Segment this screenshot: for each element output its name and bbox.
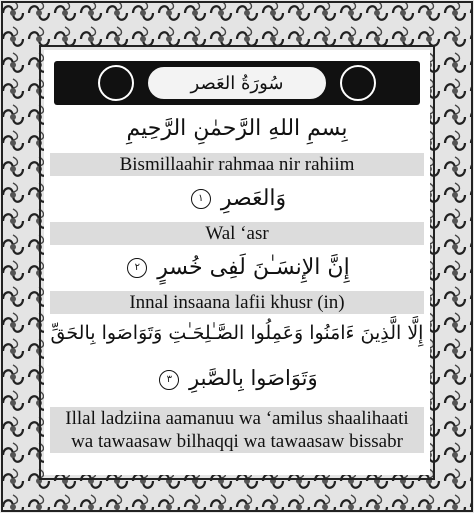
surah-title: سُورَةُ العَصر	[146, 65, 328, 101]
verse-2-translit: Innal insaana lafii khusr (in)	[50, 291, 424, 314]
right-ornament-icon	[340, 65, 376, 101]
verse-1-arabic	[44, 186, 430, 211]
left-ornament-icon	[98, 65, 134, 101]
verse-3-arabic-line1: إِلَّا الَّذِينَ ءَامَنُوا وَعَمِلُوا الصَّـٰلِحَـٰتِ وَتَوَاصَوا بِالحَقِّ	[50, 322, 424, 344]
verse-3-arabic-line2	[44, 366, 430, 390]
verse-2-arabic	[44, 255, 430, 280]
verse-2-text: إِنَّ الإِنسَـٰنَ لَفِى خُسرٍ	[157, 255, 350, 280]
verse-1-translit: Wal ‘asr	[50, 222, 424, 245]
verse-1-text: وَالعَصرِ	[220, 186, 287, 211]
verse-2-number-icon: ٢	[127, 258, 147, 278]
verse-0-arabic: بِسمِ اللهِ الرَّحمٰنِ الرَّحِيمِ	[126, 116, 348, 141]
verse-3-translit-line2: wa tawaasaw bilhaqqi wa tawaasaw bissabr	[71, 431, 403, 452]
verse-3-text: وَتَوَاصَوا بِالصَّبرِ	[189, 366, 318, 390]
content-panel	[44, 50, 430, 475]
verse-0-translit: Bismillaahir rahmaa nir rahiim	[50, 153, 424, 176]
verse-1-number-icon: ١	[191, 189, 211, 209]
verse-3-translit-line1: Illal ladziina aamanuu wa ‘amilus shaalihaati	[65, 408, 409, 429]
surah-title-banner	[54, 61, 420, 105]
verse-3-translit	[50, 407, 424, 453]
verse-3-number-icon: ٣	[159, 370, 179, 390]
